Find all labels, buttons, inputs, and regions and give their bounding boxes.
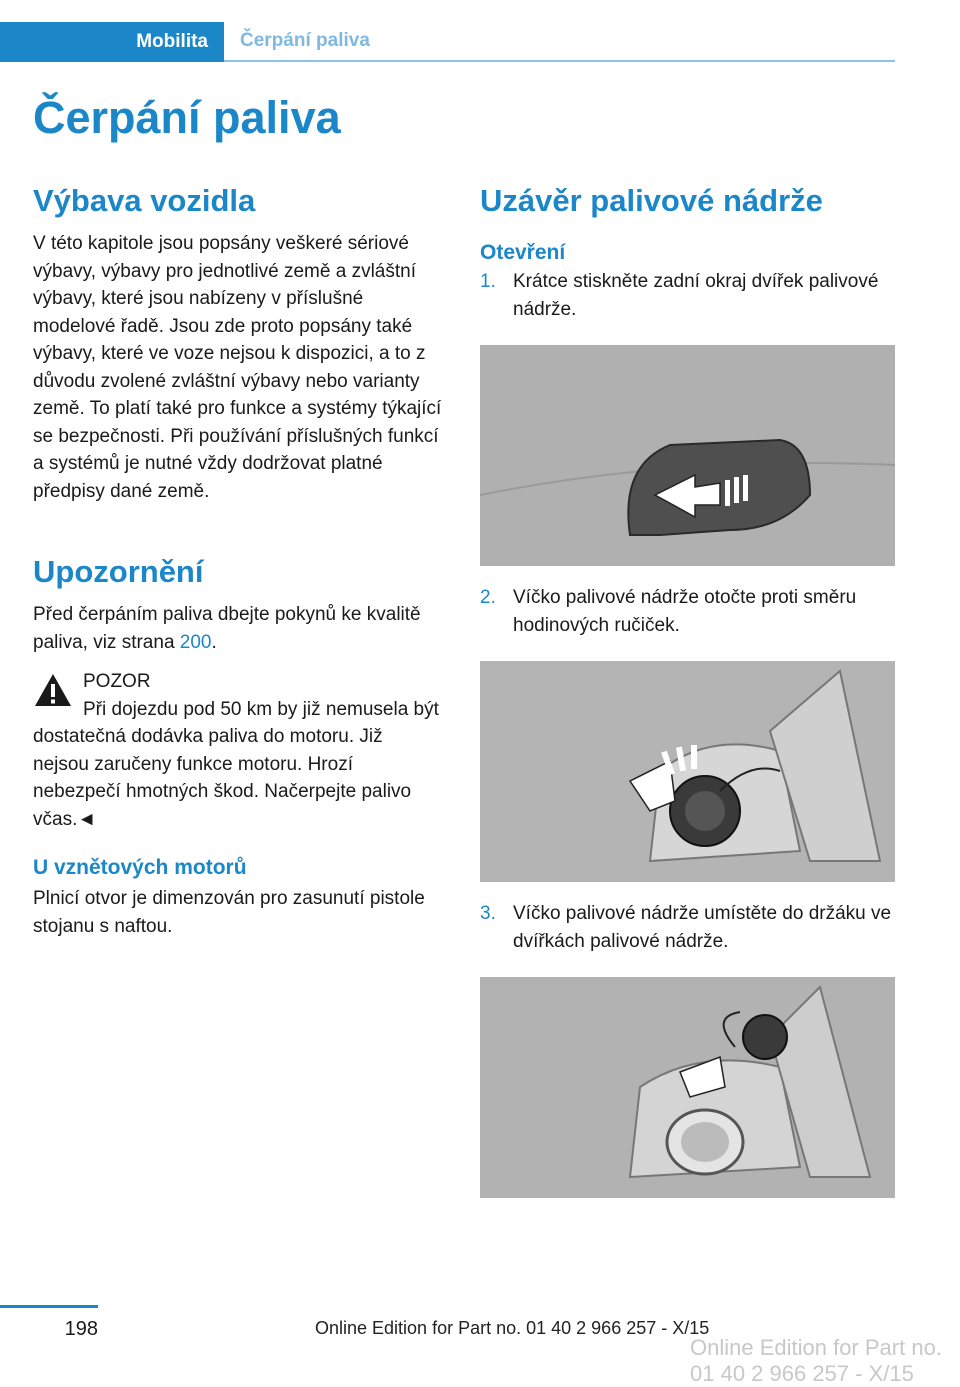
footer-edition: Online Edition for Part no. 01 40 2 966 257 - X/15 xyxy=(315,1318,710,1338)
paragraph-vybava: V této kapitole jsou popsány veškeré sériové výbavy, výbavy pro jednotlivé země a zvláštní výbavy, které jsou nabízeny v příslušné modelové řadě. Jsou zde proto popsány také výbavy, které ve voze nejsou k dispozici, a to z důvodu zvolené zvláštní výbavy nebo varianty země. To platí také pro funkce a systémy týkající se bezpečnosti. Při používání příslušných funkcí a systémů je nutné vždy dodržovat platné předpisy dané země. xyxy=(33,233,442,502)
figure-fuel-cap-holder xyxy=(480,977,895,1198)
step-2 xyxy=(480,584,896,639)
warning-title: POZOR xyxy=(83,671,151,692)
fuel-flap-press-illustration xyxy=(480,345,895,566)
paragraph-upozorneni xyxy=(33,601,443,656)
heading-otevreni: Otevření xyxy=(480,241,566,264)
heading-vybava-vozidla: Výbava vozidla xyxy=(33,183,256,218)
figure-fuel-flap-press xyxy=(480,345,895,566)
step-number: 2. xyxy=(480,587,496,608)
page-title: Čerpání paliva xyxy=(33,92,341,143)
step-text: Krátce stiskněte zadní okraj dvířek palivové nádrže. xyxy=(513,271,879,320)
warning-triangle-icon xyxy=(33,672,73,708)
step-1 xyxy=(480,268,896,323)
heading-upozorneni: Upozornění xyxy=(33,554,204,589)
step-number: 3. xyxy=(480,903,496,924)
left-column xyxy=(33,180,443,940)
tab-mobilita[interactable]: Mobilita xyxy=(0,22,224,62)
page-link-200[interactable]: 200 xyxy=(179,631,212,653)
step-3 xyxy=(480,900,896,955)
warning-block xyxy=(33,668,443,833)
fuel-cap-turn-illustration xyxy=(480,661,895,882)
paragraph-vznetove-motory: Plnicí otvor je dimenzován pro zasunutí pistole stojanu s naftou. xyxy=(33,888,425,937)
figure-fuel-cap-turn xyxy=(480,661,895,882)
step-text: Víčko palivové nádrže umístěte do držáku ve dvířkách palivové nádrže. xyxy=(513,903,892,952)
right-column xyxy=(480,180,896,1198)
header-tabs xyxy=(0,22,895,62)
paragraph-upozorneni-end: . xyxy=(211,631,217,653)
watermark: Online Edition for Part no. 01 40 2 966 257 - X/15 xyxy=(690,1335,942,1386)
heading-uzaver-nadrze: Uzávěr palivové nádrže xyxy=(480,183,823,218)
paragraph-upozorneni-text: Před čerpáním paliva dbejte pokynů ke kvalitě paliva, viz strana xyxy=(33,604,421,653)
fuel-cap-holder-illustration xyxy=(480,977,895,1198)
heading-vznetove-motory: U vznětových motorů xyxy=(33,856,247,879)
tab-cerpani-paliva[interactable]: Čerpání paliva xyxy=(224,22,895,62)
step-text: Víčko palivové nádrže otočte proti směru hodinových ručiček. xyxy=(513,587,857,636)
page-number: 198 xyxy=(0,1305,98,1341)
warning-text: Při dojezdu pod 50 km by již nemusela být dostatečná dodávka paliva do motoru. Již nejsou zaručeny funkce motoru. Hrozí nebezpečí hmotných škod. Načerpejte palivo včas.◄ xyxy=(33,698,439,830)
step-number: 1. xyxy=(480,271,496,292)
